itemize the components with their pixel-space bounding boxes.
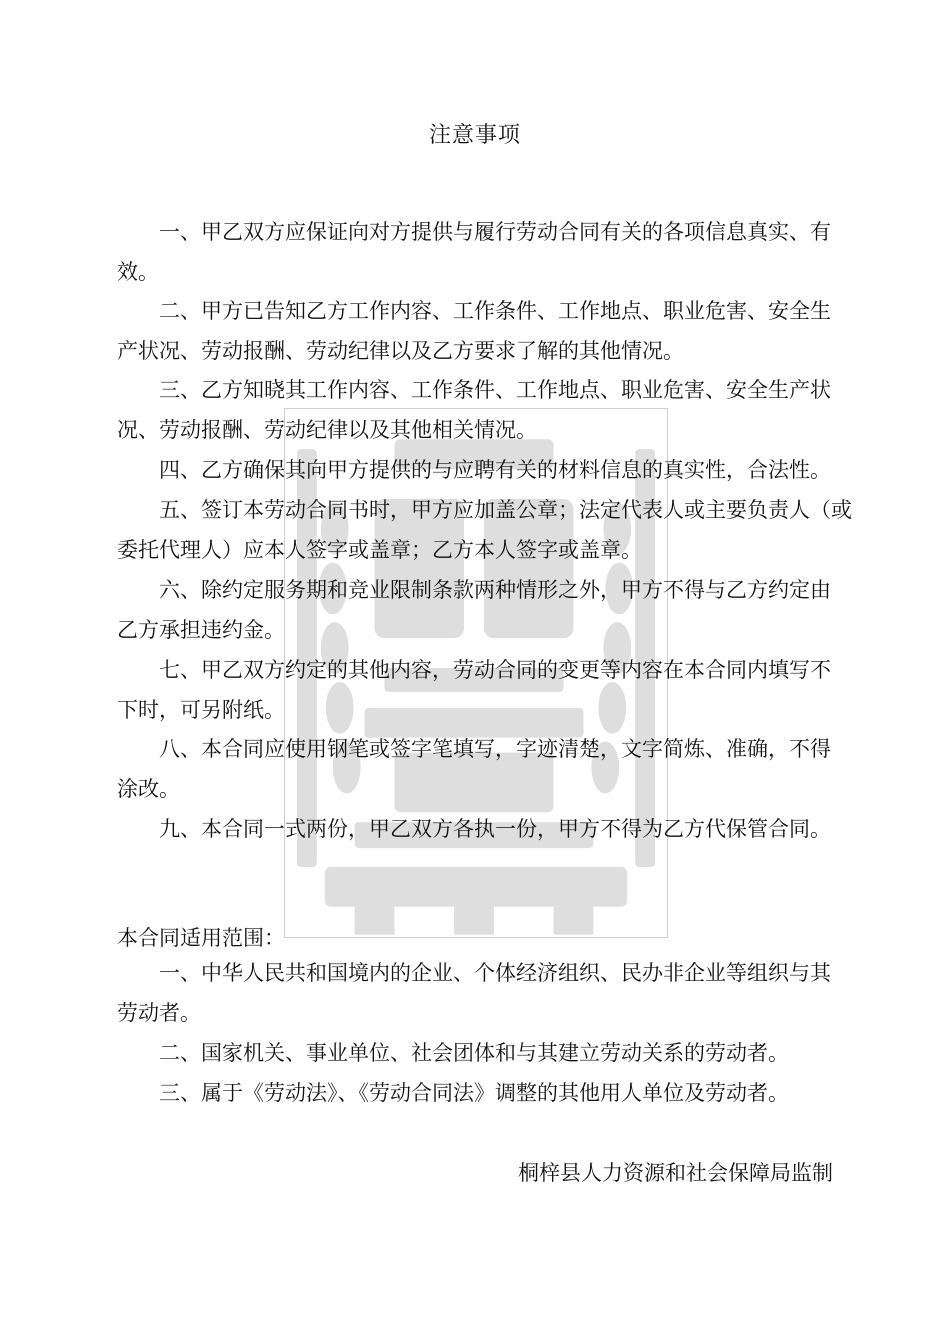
note-item-6-line-2: 乙方承担违约金。 <box>117 618 285 642</box>
note-item-5-line-2: 委托代理人）应本人签字或盖章；乙方本人签字或盖章。 <box>117 538 642 562</box>
note-item-1 <box>117 212 835 292</box>
scope-item-1-line-1: 一、中华人民共和国境内的企业、个体经济组织、民办非企业等组织与其 <box>159 961 831 985</box>
note-item-6 <box>117 570 835 650</box>
note-item-8-line-2: 涂改。 <box>117 777 180 801</box>
note-item-2-line-2: 产状况、劳动报酬、劳动纪律以及乙方要求了解的其他情况。 <box>117 339 684 363</box>
note-item-5-line-1: 五、签订本劳动合同书时，甲方应加盖公章；法定代表人或主要负责人（或 <box>159 498 852 522</box>
note-item-1-line-2: 效。 <box>117 260 159 284</box>
scope-item-3 <box>117 1073 835 1113</box>
note-item-8 <box>117 729 835 809</box>
note-item-9 <box>117 809 835 849</box>
note-item-3-line-1: 三、乙方知晓其工作内容、工作条件、工作地点、职业危害、安全生产状 <box>159 378 831 402</box>
scope-item-1-line-2: 劳动者。 <box>117 1001 201 1025</box>
note-item-7-line-2: 下时，可另附纸。 <box>117 698 285 722</box>
note-item-8-line-1: 八、本合同应使用钢笔或签字笔填写，字迹清楚，文字简炼、准确，不得 <box>159 737 831 761</box>
note-item-3-line-2: 况、劳动报酬、劳动纪律以及其他相关情况。 <box>117 418 537 442</box>
note-item-3 <box>117 370 835 450</box>
note-item-4-line-1: 四、乙方确保其向甲方提供的与应聘有关的材料信息的真实性，合法性。 <box>159 458 831 482</box>
issuer-signature: 桐梓县人力资源和社会保障局监制 <box>518 1161 833 1185</box>
note-item-6-line-1: 六、除约定服务期和竞业限制条款两种情形之外，甲方不得与乙方约定由 <box>159 578 831 602</box>
note-item-5 <box>117 490 852 570</box>
scope-item-1 <box>117 953 835 1033</box>
note-item-7-line-1: 七、甲乙双方约定的其他内容，劳动合同的变更等内容在本合同内填写不 <box>159 658 831 682</box>
note-item-7 <box>117 650 835 730</box>
note-item-1-line-1: 一、甲乙双方应保证向对方提供与履行劳动合同有关的各项信息真实、有 <box>159 220 831 244</box>
scope-item-2-line-1: 二、国家机关、事业单位、社会团体和与其建立劳动关系的劳动者。 <box>159 1041 789 1065</box>
scope-item-2 <box>117 1033 835 1073</box>
note-item-2 <box>117 291 835 371</box>
page-title: 注意事项 <box>428 123 521 148</box>
note-item-4 <box>117 450 835 490</box>
scope-heading: 本合同适用范围： <box>117 926 285 950</box>
scope-item-3-line-1: 三、属于《劳动法》、《劳动合同法》调整的其他用人单位及劳动者。 <box>159 1081 789 1105</box>
note-item-2-line-1: 二、甲方已告知乙方工作内容、工作条件、工作地点、职业危害、安全生 <box>159 299 831 323</box>
note-item-9-line-1: 九、本合同一式两份，甲乙双方各执一份，甲方不得为乙方代保管合同。 <box>159 817 831 841</box>
